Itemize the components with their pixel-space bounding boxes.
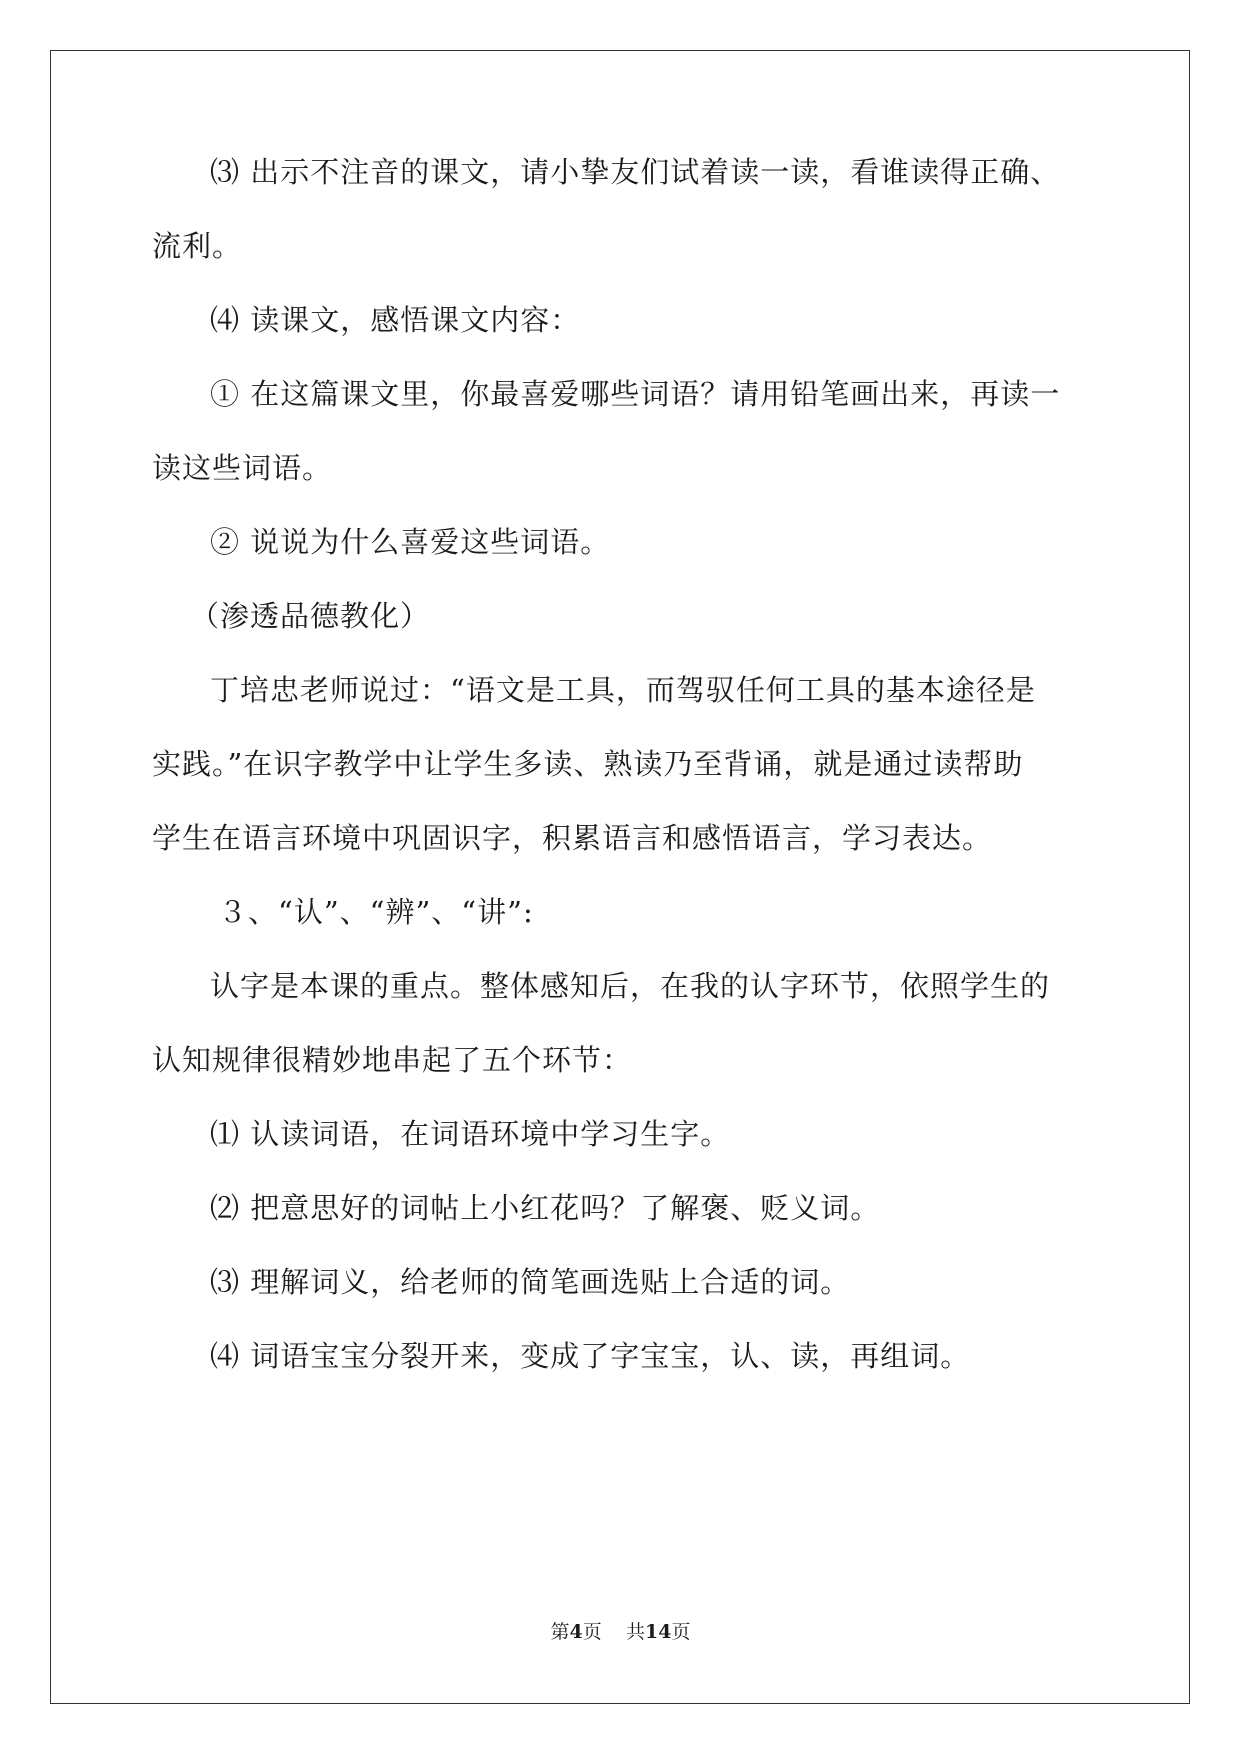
footer-total-suffix: 页 (671, 1621, 691, 1643)
total-pages: 14 (644, 1621, 672, 1643)
page-footer (0, 1620, 1241, 1644)
footer-page-suffix: 页 (582, 1621, 602, 1643)
paragraph-line: 实践。”在识字教学中让学生多读、熟读乃至背诵，就是通过读帮助 (152, 747, 1024, 781)
page-border (50, 50, 1190, 1704)
list-item: ⑴ 认读词语，在词语环境中学习生字。 (210, 1117, 731, 1151)
paragraph-line: ⑷ 读课文，感悟课文内容： (210, 303, 581, 337)
list-item: ⑶ 理解词义，给老师的简笔画选贴上合适的词。 (210, 1265, 851, 1299)
paragraph-line: 流利。 (152, 229, 243, 263)
paragraph-line: 认字是本课的重点。整体感知后，在我的认字环节，依照学生的 (210, 969, 1051, 1003)
page-number: 4 (569, 1621, 583, 1643)
paragraph-line: ① 在这篇课文里，你最喜爱哪些词语？请用铅笔画出来，再读一 (210, 377, 1061, 411)
list-item: ⑵ 把意思好的词帖上小红花吗？了解褒、贬义词。 (210, 1191, 881, 1225)
paragraph-line: ⑶ 出示不注音的课文，请小挚友们试着读一读，看谁读得正确、 (210, 155, 1061, 189)
list-item: ⑷ 词语宝宝分裂开来，变成了字宝宝，认、读，再组词。 (210, 1339, 971, 1373)
paragraph-line: 认知规律很精妙地串起了五个环节： (152, 1043, 633, 1077)
paragraph-line: 学生在语言环境中巩固识字，积累语言和感悟语言，学习表达。 (152, 821, 993, 855)
section-heading: ３、“认”、“辨”、“讲”: (218, 895, 534, 929)
footer-prefix: 第 (550, 1621, 570, 1643)
paragraph-line: 读这些词语。 (152, 451, 333, 485)
footer-total-prefix: 共 (625, 1621, 645, 1643)
paragraph-line: 丁培忠老师说过：“语文是工具，而驾驭任何工具的基本途径是 (210, 673, 1036, 707)
paragraph-line: ② 说说为什么喜爱这些词语。 (210, 525, 611, 559)
paragraph-line: （渗透品德教化） (190, 599, 431, 633)
